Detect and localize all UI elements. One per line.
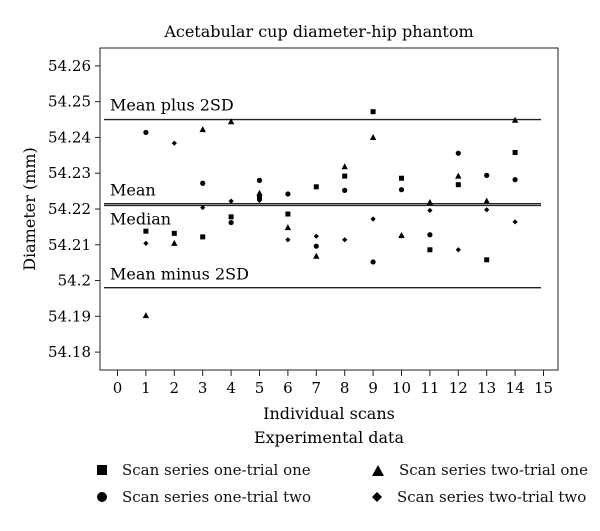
point-diamond (513, 219, 518, 224)
point-square (427, 247, 432, 252)
x-tick-label: 7 (311, 379, 322, 397)
point-square (399, 176, 404, 181)
x-tick-label: 5 (254, 379, 265, 397)
point-square (456, 182, 461, 187)
legend-item-series-3 (371, 461, 588, 479)
point-diamond (371, 216, 376, 221)
point-circle (484, 173, 489, 178)
x-tick-label: 13 (477, 379, 497, 397)
y-tick-label: 54.23 (48, 164, 91, 183)
x-axis-label: Individual scans (263, 404, 395, 423)
legend-item-series-4 (371, 488, 586, 506)
triangle-marker-icon (371, 464, 385, 477)
legend-label: Scan series one-trial one (122, 461, 311, 479)
legend-item-series-1 (96, 461, 311, 479)
point-diamond (229, 199, 234, 204)
point-square (371, 109, 376, 114)
x-tick-label: 14 (505, 379, 525, 397)
x-tick-label: 15 (533, 379, 554, 397)
point-circle (314, 244, 319, 249)
square-marker-icon (96, 464, 108, 476)
point-diamond (342, 237, 347, 242)
point-triangle (427, 199, 433, 205)
point-circle (285, 191, 290, 196)
y-tick-label: 54.19 (48, 307, 91, 326)
point-diamond (314, 234, 319, 239)
legend-item-series-2 (96, 488, 311, 506)
legend-label: Scan series two-trial one (399, 461, 588, 479)
point-circle (427, 232, 432, 237)
point-triangle (285, 224, 291, 230)
ref-label-mean-plus-2sd: Mean plus 2SD (110, 95, 234, 115)
y-axis-label: Diameter (mm) (20, 147, 39, 271)
point-diamond (285, 237, 290, 242)
point-diamond (427, 208, 432, 213)
point-square (484, 257, 489, 262)
x-tick-label: 11 (420, 379, 440, 397)
y-tick-label: 54.22 (48, 200, 91, 218)
point-circle (399, 187, 404, 192)
y-tick-label: 54.18 (48, 343, 91, 362)
point-triangle (342, 163, 348, 169)
y-tick-label: 54.25 (48, 92, 91, 111)
legend-label: Scan series one-trial two (122, 488, 311, 506)
point-circle (371, 259, 376, 264)
x-axis-sublabel: Experimental data (253, 428, 405, 447)
x-tick-label: 2 (169, 379, 180, 397)
point-square (314, 184, 319, 189)
point-square (285, 212, 290, 217)
point-triangle (171, 240, 177, 246)
point-triangle (143, 312, 149, 318)
point-circle (200, 181, 205, 186)
x-tick-label: 0 (112, 379, 123, 397)
y-tick-label: 54.21 (48, 235, 91, 254)
point-diamond (456, 247, 461, 252)
point-square (143, 229, 148, 234)
x-tick-label: 3 (197, 379, 208, 397)
x-tick-label: 1 (141, 379, 151, 397)
y-tick-label: 54.26 (48, 56, 91, 75)
legend-label: Scan series two-trial two (397, 488, 587, 506)
x-tick-label: 9 (368, 379, 378, 397)
x-tick-label: 4 (226, 379, 236, 397)
x-tick-label: 6 (283, 379, 293, 397)
point-triangle (200, 126, 206, 132)
point-circle (257, 178, 262, 183)
y-tick-label: 54.24 (48, 128, 91, 147)
point-circle (513, 177, 518, 182)
diamond-marker-icon (371, 491, 383, 503)
point-triangle (455, 173, 461, 179)
point-circle (229, 220, 234, 225)
point-circle (143, 130, 148, 135)
chart-title: Acetabular cup diameter-hip phantom (164, 22, 474, 41)
point-diamond (172, 141, 177, 146)
x-tick-label: 12 (448, 379, 468, 397)
point-diamond (399, 234, 404, 239)
point-diamond (484, 207, 489, 212)
circle-marker-icon (96, 491, 108, 503)
point-square (229, 214, 234, 219)
point-square (200, 234, 205, 239)
ref-label-median: Median (110, 209, 172, 229)
x-tick-label: 10 (391, 379, 412, 397)
ref-label-mean-minus-2sd: Mean minus 2SD (110, 264, 249, 284)
point-circle (342, 188, 347, 193)
ref-label-mean: Mean (110, 180, 156, 200)
point-square (513, 150, 518, 155)
point-triangle (313, 253, 319, 259)
y-tick-label: 54.2 (57, 271, 91, 290)
point-triangle (256, 190, 262, 196)
x-tick-label: 8 (339, 379, 350, 397)
point-diamond (143, 241, 148, 246)
point-square (172, 231, 177, 236)
point-circle (456, 151, 461, 156)
point-triangle (370, 134, 376, 140)
point-square (342, 174, 347, 179)
point-triangle (484, 198, 490, 204)
